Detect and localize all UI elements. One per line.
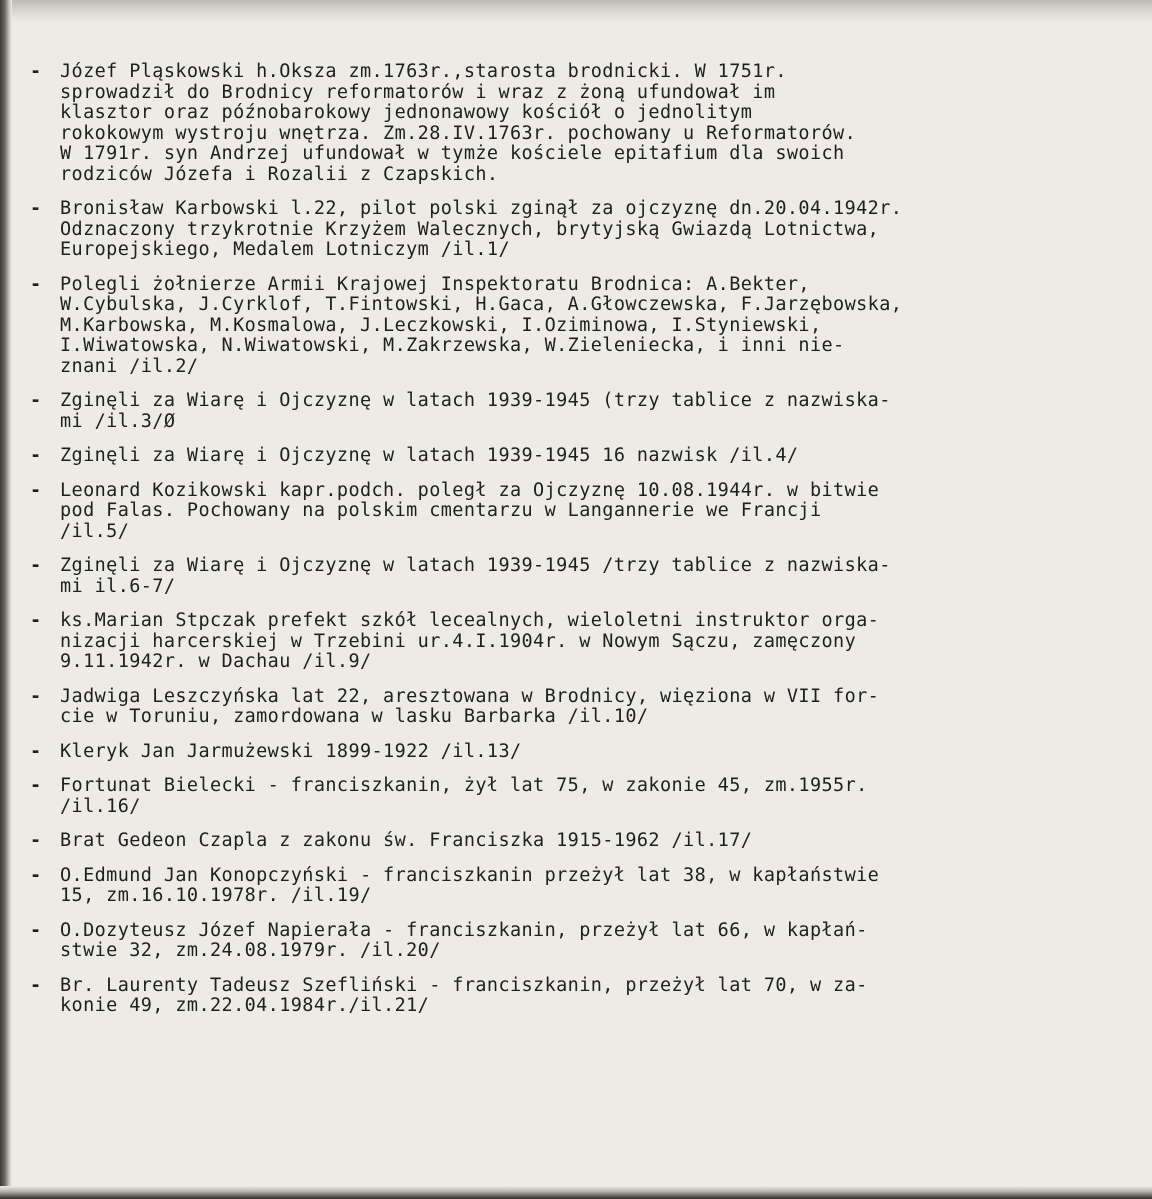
list-item: - Zginęli za Wiarę i Ojczyznę w latach 1939-1945 (trzy tablice z nazwiska- mi /il.3/Ø — [30, 390, 891, 432]
entry-text: Zginęli za Wiarę i Ojczyznę w latach 1939-1945 (trzy tablice z nazwiska- mi /il.3/Ø — [60, 390, 891, 432]
list-item: - ks.Marian Stpczak prefekt szkół lecealnych, wieloletni instruktor orga- nizacji harcerskiej w Trzebini ur.4.I.1904r. w Nowym Sączu, zamęczony 9.11.1942r. w Dachau /il.9/ — [30, 610, 880, 672]
scan-edge-bottom — [0, 1186, 1152, 1199]
list-item: - Fortunat Bielecki - franciszkanin, żył lat 75, w zakonie 45, zm.1955r. /il.16/ — [30, 775, 868, 817]
list-item: - Br. Laurenty Tadeusz Szefliński - franciszkanin, przeżył lat 70, w za- konie 49, zm.22.04.1984r./il.21/ — [30, 974, 868, 1016]
entry-text: Jadwiga Leszczyńska lat 22, aresztowana w Brodnicy, więziona w VII for- cie w Toruniu, zamordowana w lasku Barbarka /il.10/ — [60, 685, 880, 727]
entry-text: ks.Marian Stpczak prefekt szkół lecealnych, wieloletni instruktor orga- nizacji harcerskiej w Trzebini ur.4.I.1904r. w Nowym Sączu, zamęczony 9.11.1942r. w Dachau /il.9/ — [60, 610, 880, 672]
entry-text: Józef Pląskowski h.Oksza zm.1763r.,starosta brodnicki. W 1751r. sprowadził do Brodnicy reformatorów i wraz z żoną ufundował im klasztor oraz późnobarokowy jednonawowy kościół o jednolitym rokokowym wystroju wnętrza. Zm.28.IV.1763r. pochowany u Reformatorów. W 1791r. syn Andrzej ufundował w tymże kościele epitafium dla swoich rodziców Józefa i Rozalii z Czapskich. — [60, 61, 857, 185]
list-item: - Kleryk Jan Jarmużewski 1899-1922 /il.13/ — [30, 740, 522, 762]
list-item: - Jadwiga Leszczyńska lat 22, aresztowana w Brodnicy, więziona w VII for- cie w Toruniu, zamordowana w lasku Barbarka /il.10/ — [30, 685, 880, 727]
list-item: - O.Edmund Jan Konopczyński - franciszkanin przeżył lat 38, w kapłaństwie 15, zm.16.10.1978r. /il.19/ — [30, 864, 880, 906]
entry-text: Bronisław Karbowski l.22, pilot polski zginął za ojczyznę dn.20.04.1942r. Odznaczony trzykrotnie Krzyżem Walecznych, brytyjską Gwiazdą Lotnictwa, Europejskiego, Medalem Lotniczym /il.1/ — [60, 198, 903, 260]
entry-text: Br. Laurenty Tadeusz Szefliński - franciszkanin, przeżył lat 70, w za- konie 49, zm.22.04.1984r./il.21/ — [60, 974, 868, 1016]
list-item: - Brat Gedeon Czapla z zakonu św. Franciszka 1915-1962 /il.17/ — [30, 830, 753, 851]
list-item: - Zginęli za Wiarę i Ojczyznę w latach 1939-1945 /trzy tablice z nazwiska- mi il.6-7/ — [30, 555, 891, 597]
entry-list — [30, 62, 1130, 1031]
list-item: - Bronisław Karbowski l.22, pilot polski zginął za ojczyznę dn.20.04.1942r. Odznaczony trzykrotnie Krzyżem Walecznych, brytyjską Gwiazdą Lotnictwa, Europejskiego, Medalem Lotniczym /il.1/ — [30, 198, 903, 260]
list-item: - O.Dozyteusz Józef Napierała - franciszkanin, przeżył lat 66, w kapłań- stwie 32, zm.24.08.1979r. /il.20/ — [30, 919, 868, 961]
list-item: - Józef Pląskowski h.Oksza zm.1763r.,starosta brodnicki. W 1751r. sprowadził do Brodnicy reformatorów i wraz z żoną ufundował im klasztor oraz późnobarokowy jednonawowy kościół o jednolitym rokokowym wystroju wnętrza. Zm.28.IV.1763r. pochowany u Reformatorów. W 1791r. syn Andrzej ufundował w tymże kościele epitafium dla swoich rodziców Józefa i Rozalii z Czapskich. — [30, 61, 857, 185]
entry-text: O.Edmund Jan Konopczyński - franciszkanin przeżył lat 38, w kapłaństwie 15, zm.16.10.1978r. /il.19/ — [60, 864, 880, 906]
list-item: - Polegli żołnierze Armii Krajowej Inspektoratu Brodnica: A.Bekter, W.Cybulska, J.Cyrklof, T.Fintowski, H.Gaca, A.Głowczewska, F.Jarzębowska, M.Karbowska, M.Kosmalowa, J.Leczkowski, I.Oziminowa, I.Styniewski, I.Wiwatowska, N.Wiwatowski, M.Zakrzewska, W.Zieleniecka, i inni nie- znani /il.2/ — [30, 273, 903, 377]
entry-text: Leonard Kozikowski kapr.podch. poległ za Ojczyznę 10.08.1944r. w bitwie pod Falas. Pochowany na polskim cmentarzu w Langannerie we Francji /il.5/ — [60, 479, 880, 542]
entry-text: Kleryk Jan Jarmużewski 1899-1922 /il.13/ — [60, 740, 522, 762]
scan-edge-top — [0, 0, 1152, 22]
entry-text: Zginęli za Wiarę i Ojczyznę w latach 1939-1945 /trzy tablice z nazwiska- mi il.6-7/ — [60, 555, 891, 597]
list-item: - Zginęli za Wiarę i Ojczyznę w latach 1939-1945 16 nazwisk /il.4/ — [30, 445, 799, 466]
scan-edge-left — [0, 0, 12, 1199]
entry-text: Polegli żołnierze Armii Krajowej Inspektoratu Brodnica: A.Bekter, W.Cybulska, J.Cyrklof, T.Fintowski, H.Gaca, A.Głowczewska, F.Jarzębowska, M.Karbowska, M.Kosmalowa, J.Leczkowski, I.Oziminowa, I.Styniewski, I.Wiwatowska, N.Wiwatowski, M.Zakrzewska, W.Zieleniecka, i inni nie- znani /il.2/ — [60, 273, 903, 377]
entry-text: Zginęli za Wiarę i Ojczyznę w latach 1939-1945 16 nazwisk /il.4/ — [60, 445, 799, 466]
list-item: - Leonard Kozikowski kapr.podch. poległ za Ojczyznę 10.08.1944r. w bitwie pod Falas. Pochowany na polskim cmentarzu w Langannerie we Francji /il.5/ — [30, 479, 880, 542]
entry-text: Brat Gedeon Czapla z zakonu św. Franciszka 1915-1962 /il.17/ — [60, 830, 753, 851]
entry-text: Fortunat Bielecki - franciszkanin, żył lat 75, w zakonie 45, zm.1955r. /il.16/ — [60, 775, 868, 817]
entry-text: O.Dozyteusz Józef Napierała - franciszkanin, przeżył lat 66, w kapłań- stwie 32, zm.24.08.1979r. /il.20/ — [60, 919, 868, 961]
